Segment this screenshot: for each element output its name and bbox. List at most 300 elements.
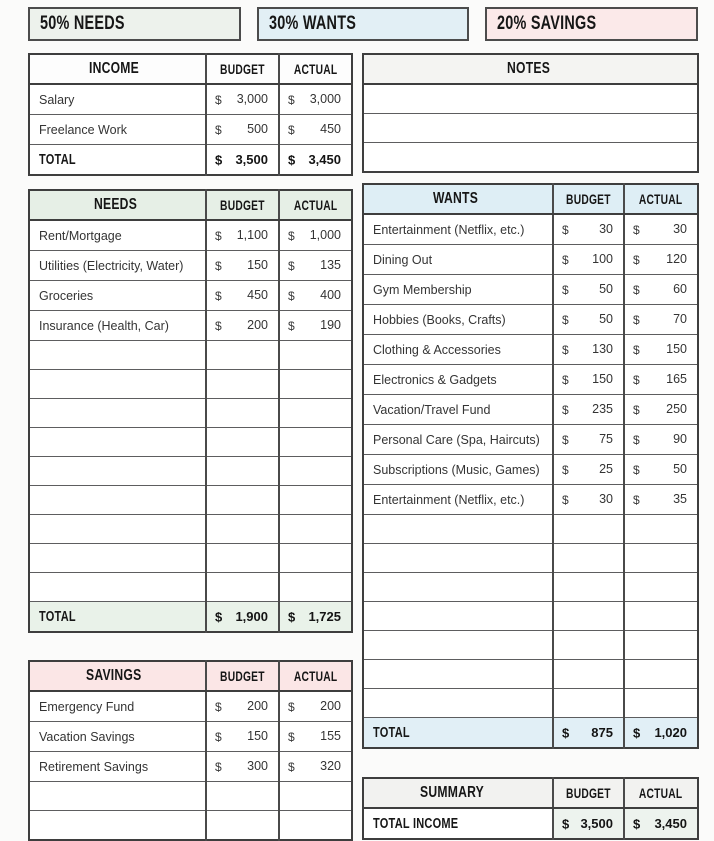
actual-amount: 50 [673,462,687,476]
row-label [29,544,206,573]
budget-amount: 200 [247,318,268,332]
needs-table [28,189,353,633]
badge-savings-label: 20% SAVINGS [497,13,597,34]
budget-column-header: BUDGET [206,190,279,220]
table-row [363,425,698,455]
actual-cell [624,573,698,602]
actual-cell [624,515,698,544]
budget-cell [206,691,279,722]
badge-needs [28,7,241,41]
notes-title-cell [363,54,698,84]
income-table [28,53,353,176]
summary-title-cell [363,778,553,808]
budget-cell [553,335,624,365]
currency-symbol: $ [215,318,222,333]
savings-title-cell [29,661,206,691]
currency-symbol: $ [288,288,295,303]
row-label [29,573,206,602]
actual-cell [624,395,698,425]
actual-cell [624,718,698,749]
sheet-body [28,53,714,841]
currency-symbol: $ [562,222,569,237]
actual-cell [279,752,352,782]
budget-amount: 50 [599,312,613,326]
currency-symbol: $ [288,228,295,243]
row-label [29,399,206,428]
actual-cell [279,602,352,633]
budget-amount: 3,500 [580,816,613,831]
budget-cell [206,428,279,457]
currency-symbol: $ [633,725,641,740]
total-row [29,145,352,176]
empty-row [29,811,352,841]
actual-amount: 3,450 [308,152,341,167]
budget-cell [206,251,279,281]
actual-amount: 200 [320,699,341,713]
table-row [363,485,698,515]
budget-amount: 30 [599,222,613,236]
actual-amount: 1,725 [308,609,341,624]
actual-cell [279,428,352,457]
table-row [363,214,698,245]
empty-row [363,689,698,718]
budget-cell [206,457,279,486]
budget-amount: 150 [247,258,268,272]
budget-cell [206,782,279,811]
row-label: Dining Out [363,245,553,275]
row-label [29,341,206,370]
currency-symbol: $ [562,252,569,267]
actual-amount: 320 [320,759,341,773]
actual-cell [279,691,352,722]
actual-cell [624,631,698,660]
empty-row [29,457,352,486]
actual-cell [279,515,352,544]
actual-cell [279,399,352,428]
budget-column-header: BUDGET [553,184,624,214]
table-row [363,245,698,275]
currency-symbol: $ [288,609,296,624]
budget-cell [553,631,624,660]
table-row [363,275,698,305]
budget-column-header: BUDGET [206,54,279,84]
row-label: Gym Membership [363,275,553,305]
budget-amount: 150 [247,729,268,743]
note-line [363,114,698,143]
notes-title: NOTES [506,60,550,77]
budget-amount: 450 [247,288,268,302]
currency-symbol: $ [288,258,295,273]
income-header-row [29,54,352,84]
table-row [29,251,352,281]
table-row [29,752,352,782]
actual-cell [624,275,698,305]
actual-amount: 30 [673,222,687,236]
table-row [363,335,698,365]
actual-cell [624,689,698,718]
actual-cell [624,455,698,485]
row-label [29,145,206,176]
currency-symbol: $ [215,609,223,624]
actual-column-header: ACTUAL [624,778,698,808]
budget-cell [206,544,279,573]
empty-row [29,370,352,399]
row-label [29,515,206,544]
budget-cell [553,808,624,839]
budget-cell [553,425,624,455]
budget-amount: 200 [247,699,268,713]
budget-cell [553,485,624,515]
budget-cell [206,811,279,841]
table-row [363,455,698,485]
savings-table [28,660,353,841]
note-line [363,84,698,114]
budget-cell [206,486,279,515]
summary-table [362,777,699,840]
budget-cell [553,395,624,425]
budget-amount: 1,100 [236,228,268,242]
budget-cell [206,752,279,782]
actual-cell [279,573,352,602]
left-column [28,53,351,841]
table-row [29,115,352,145]
currency-symbol: $ [633,372,640,387]
row-label: Electronics & Gadgets [363,365,553,395]
row-label [363,515,553,544]
currency-symbol: $ [215,258,222,273]
empty-row [363,84,698,114]
actual-cell [279,811,352,841]
wants-title: WANTS [432,190,478,207]
empty-row [29,782,352,811]
budget-amount: 50 [599,282,613,296]
budget-cell [206,220,279,251]
row-label: Subscriptions (Music, Games) [363,455,553,485]
row-label: Rent/Mortgage [29,220,206,251]
badge-needs-label: 50% NEEDS [40,13,125,34]
actual-cell [624,660,698,689]
budget-cell [553,602,624,631]
budget-cell [206,341,279,370]
row-label-text: TOTAL [39,151,76,168]
budget-cell [553,544,624,573]
budget-cell [206,145,279,176]
row-label [363,573,553,602]
wants-header-row [363,184,698,214]
currency-symbol: $ [633,402,640,417]
currency-symbol: $ [562,725,570,740]
badge-savings [485,7,698,41]
actual-cell [279,145,352,176]
budget-cell [206,84,279,115]
actual-cell [279,281,352,311]
savings-header-row [29,661,352,691]
row-label: Vacation/Travel Fund [363,395,553,425]
budget-cell [553,305,624,335]
currency-symbol: $ [215,759,222,774]
row-label: Insurance (Health, Car) [29,311,206,341]
budget-cell [553,455,624,485]
actual-cell [624,485,698,515]
currency-symbol: $ [288,318,295,333]
empty-row [29,428,352,457]
row-label [29,602,206,633]
budget-column-header: BUDGET [553,778,624,808]
budget-amount: 100 [592,252,613,266]
row-label: Retirement Savings [29,752,206,782]
row-label: Freelance Work [29,115,206,145]
empty-row [363,631,698,660]
row-label [363,689,553,718]
savings-title: SAVINGS [85,667,141,684]
actual-cell [279,251,352,281]
table-row [363,808,698,839]
row-label [29,370,206,399]
budget-cell [206,602,279,633]
empty-row [363,602,698,631]
row-label: Clothing & Accessories [363,335,553,365]
actual-amount: 400 [320,288,341,302]
budget-amount: 75 [599,432,613,446]
currency-symbol: $ [562,432,569,447]
actual-amount: 1,020 [654,725,687,740]
row-label [29,782,206,811]
actual-cell [624,602,698,631]
currency-symbol: $ [288,759,295,774]
currency-symbol: $ [215,122,222,137]
actual-amount: 250 [666,402,687,416]
budget-amount: 500 [247,122,268,136]
row-label-text: TOTAL [39,608,76,625]
empty-row [363,143,698,173]
notes-panel [362,53,699,173]
table-row [29,722,352,752]
budget-cell [553,660,624,689]
note-line [363,143,698,173]
empty-row [363,515,698,544]
currency-symbol: $ [633,252,640,267]
budget-cell [206,115,279,145]
actual-amount: 165 [666,372,687,386]
currency-symbol: $ [215,288,222,303]
table-row [29,691,352,722]
row-label [363,718,553,749]
needs-header-row [29,190,352,220]
row-label: Emergency Fund [29,691,206,722]
empty-row [29,544,352,573]
currency-symbol: $ [562,342,569,357]
table-row [29,220,352,251]
budget-amount: 875 [591,725,613,740]
actual-cell [624,425,698,455]
actual-cell [279,341,352,370]
currency-symbol: $ [288,699,295,714]
table-row [29,281,352,311]
table-row [363,305,698,335]
actual-amount: 90 [673,432,687,446]
wants-table [362,183,699,749]
budget-cell [206,573,279,602]
income-title: INCOME [89,60,140,77]
budget-cell [553,718,624,749]
row-label: Hobbies (Books, Crafts) [363,305,553,335]
currency-symbol: $ [562,462,569,477]
currency-symbol: $ [633,312,640,327]
actual-cell [624,808,698,839]
currency-symbol: $ [215,152,223,167]
actual-cell [624,544,698,573]
actual-cell [279,370,352,399]
actual-amount: 70 [673,312,687,326]
budget-cell [206,370,279,399]
budget-cell [553,689,624,718]
budget-amount: 1,900 [235,609,268,624]
empty-row [363,660,698,689]
row-label: Personal Care (Spa, Haircuts) [363,425,553,455]
actual-cell [279,782,352,811]
table-row [29,311,352,341]
empty-row [29,341,352,370]
actual-cell [279,311,352,341]
currency-symbol: $ [215,729,222,744]
currency-symbol: $ [633,816,641,831]
budget-amount: 3,500 [235,152,268,167]
actual-cell [279,457,352,486]
row-label [363,808,553,839]
currency-symbol: $ [562,372,569,387]
currency-symbol: $ [562,402,569,417]
currency-symbol: $ [633,222,640,237]
row-label-text: TOTAL INCOME [373,815,459,832]
row-label: Salary [29,84,206,115]
summary-title: SUMMARY [420,784,485,801]
currency-symbol: $ [633,342,640,357]
actual-amount: 155 [320,729,341,743]
total-row [363,718,698,749]
budget-cell [206,399,279,428]
needs-title: NEEDS [93,196,137,213]
actual-cell [279,84,352,115]
actual-cell [624,245,698,275]
actual-amount: 150 [666,342,687,356]
budget-amount: 130 [592,342,613,356]
table-row [29,84,352,115]
currency-symbol: $ [215,92,222,107]
currency-symbol: $ [633,432,640,447]
budget-cell [206,281,279,311]
actual-column-header: ACTUAL [279,190,352,220]
actual-amount: 1,000 [309,228,341,242]
actual-amount: 3,000 [309,92,341,106]
right-column [362,53,697,841]
currency-symbol: $ [562,492,569,507]
actual-cell [279,486,352,515]
currency-symbol: $ [633,492,640,507]
currency-symbol: $ [215,699,222,714]
actual-column-header: ACTUAL [279,54,352,84]
budget-amount: 150 [592,372,613,386]
badge-wants [257,7,470,41]
row-label: Vacation Savings [29,722,206,752]
budget-cell [553,245,624,275]
actual-cell [279,722,352,752]
table-row [363,365,698,395]
empty-row [29,573,352,602]
budget-cell [206,515,279,544]
budget-amount: 25 [599,462,613,476]
total-row [29,602,352,633]
actual-amount: 35 [673,492,687,506]
empty-row [363,573,698,602]
budget-cell [553,515,624,544]
actual-cell [624,365,698,395]
actual-column-header: ACTUAL [279,661,352,691]
currency-symbol: $ [633,282,640,297]
currency-symbol: $ [288,729,295,744]
summary-header-row [363,778,698,808]
actual-column-header: ACTUAL [624,184,698,214]
budget-cell [553,365,624,395]
actual-amount: 120 [666,252,687,266]
currency-symbol: $ [562,282,569,297]
row-label [29,486,206,515]
row-label: Groceries [29,281,206,311]
empty-row [363,114,698,143]
actual-cell [279,220,352,251]
budget-cell [206,311,279,341]
row-label [363,544,553,573]
currency-symbol: $ [215,228,222,243]
row-label: Entertainment (Netflix, etc.) [363,485,553,515]
wants-title-cell [363,184,553,214]
currency-symbol: $ [562,312,569,327]
badge-wants-label: 30% WANTS [268,13,356,34]
actual-amount: 190 [320,318,341,332]
budget-cell [553,275,624,305]
table-row [363,395,698,425]
row-label [29,457,206,486]
row-label [29,428,206,457]
currency-symbol: $ [562,816,570,831]
actual-cell [279,115,352,145]
budget-cell [206,722,279,752]
empty-row [29,486,352,515]
budget-amount: 3,000 [236,92,268,106]
budget-cell [553,573,624,602]
row-label: Entertainment (Netflix, etc.) [363,214,553,245]
actual-cell [624,305,698,335]
actual-cell [624,335,698,365]
row-label-text: TOTAL [373,724,410,741]
empty-row [29,515,352,544]
row-label [29,811,206,841]
budget-planner-sheet [0,7,714,832]
actual-cell [624,214,698,245]
actual-amount: 60 [673,282,687,296]
badge-row [28,7,698,41]
budget-column-header: BUDGET [206,661,279,691]
row-label [363,660,553,689]
currency-symbol: $ [288,152,296,167]
budget-amount: 235 [592,402,613,416]
row-label: Utilities (Electricity, Water) [29,251,206,281]
income-title-cell [29,54,206,84]
budget-cell [553,214,624,245]
row-label [363,631,553,660]
currency-symbol: $ [288,92,295,107]
needs-title-cell [29,190,206,220]
currency-symbol: $ [288,122,295,137]
